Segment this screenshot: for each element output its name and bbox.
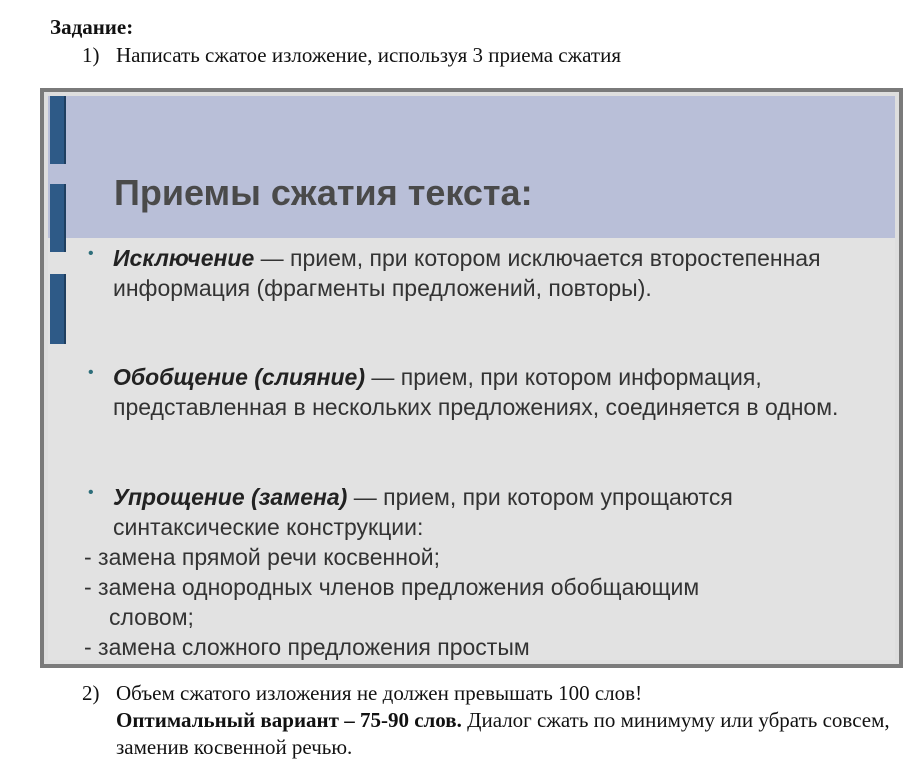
bullet-text: — прием, при котором исключается второстепенная информация (фрагменты предложений, повторы).: [113, 245, 821, 301]
task-item-1-number: 1): [82, 43, 100, 67]
slide-accent-bar: [50, 184, 66, 252]
bullet-text: — прием, при котором информация, представленная в нескольких предложениях, соединяется в одном.: [113, 364, 839, 420]
bullet-text: — прием, при котором упрощаются синтаксические конструкции:: [113, 484, 733, 540]
dash-item: - замена сложного предложения простым: [84, 634, 530, 660]
dash-item-line: - замена однородных членов предложения обобщающим: [84, 574, 700, 600]
task-item-2: [82, 680, 902, 764]
bullet-dot-icon: •: [88, 245, 94, 262]
slide-image: [40, 88, 903, 668]
bullet-term: Обобщение (слияние): [113, 364, 366, 390]
slide-title: Приемы сжатия текста:: [114, 172, 533, 213]
task-item-1-text: Написать сжатое изложение, используя 3 приема сжатия: [116, 43, 621, 67]
task-item-2-plain: Объем сжатого изложения не должен превышать 100 слов!: [116, 681, 643, 705]
task-item-2-bold: Оптимальный вариант – 75-90 слов.: [116, 708, 462, 732]
bullet-term: Упрощение (замена): [113, 484, 348, 510]
task-item-2-rest: Диалог сжать по минимуму или убрать совсем, заменив косвенной речью.: [116, 708, 890, 759]
dash-item: - замена прямой речи косвенной;: [84, 544, 440, 570]
task-heading: Задание:: [50, 15, 134, 39]
bullet-content: [113, 243, 873, 303]
slide-body: [48, 96, 895, 660]
task-item-1: [82, 42, 842, 69]
bullet-term: Исключение: [113, 245, 255, 271]
slide-accent-bar: [50, 274, 66, 344]
slide-accent-bar: [50, 96, 66, 164]
bullet-content: [113, 482, 873, 542]
dash-item: [84, 572, 699, 632]
slide-title-band: [48, 96, 895, 238]
task-item-2-number: 2): [82, 681, 100, 705]
task-item-2-text: [116, 680, 906, 761]
dash-item-continuation: словом;: [109, 604, 194, 630]
bullet-dot-icon: •: [88, 364, 94, 381]
bullet-dot-icon: •: [88, 484, 94, 501]
bullet-content: [113, 362, 873, 422]
